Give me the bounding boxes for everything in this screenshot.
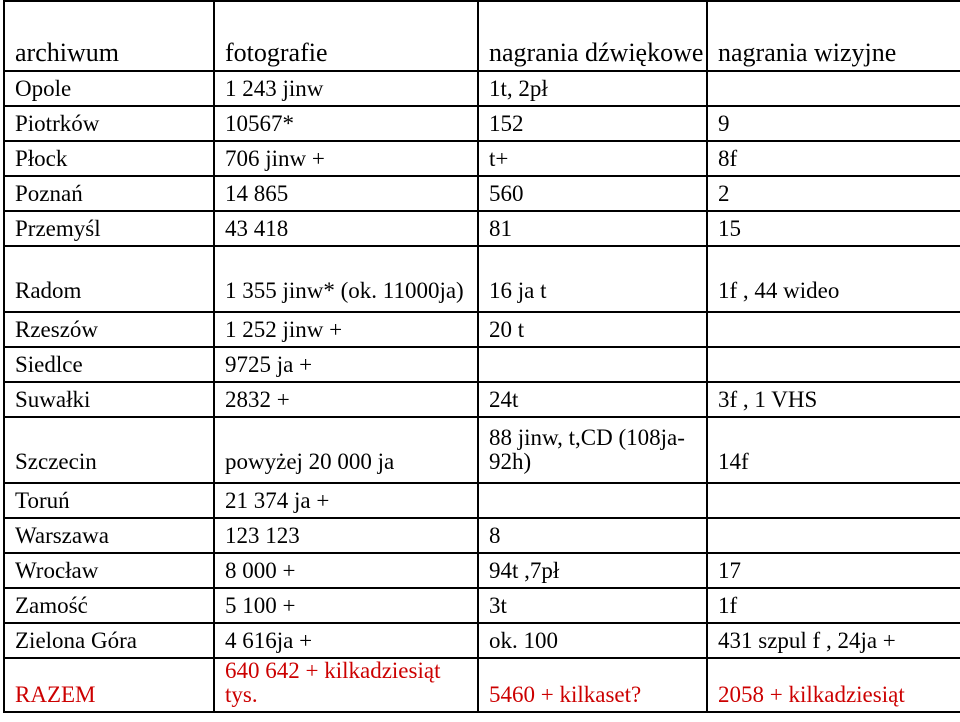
cell-audio — [478, 417, 707, 483]
cell-audio-text: 88 jinw, t,CD (108ja-92h) — [489, 425, 685, 474]
cell-audio: 24t — [478, 382, 707, 417]
cell-archive: Wrocław — [4, 553, 214, 588]
table-row — [4, 141, 960, 176]
cell-video — [707, 71, 960, 106]
cell-audio: t+ — [478, 141, 707, 176]
cell-archive: Płock — [4, 141, 214, 176]
cell-audio: 3t — [478, 588, 707, 623]
total-audio: 5460 + kilkaset? — [478, 658, 707, 712]
cell-archive: Siedlce — [4, 347, 214, 382]
table-row — [4, 347, 960, 382]
cell-audio: 152 — [478, 106, 707, 141]
cell-audio — [478, 347, 707, 382]
cell-photos: 8 000 + — [214, 553, 478, 588]
cell-photos: 9725 ja + — [214, 347, 478, 382]
table-row — [4, 382, 960, 417]
cell-photos: 123 123 — [214, 518, 478, 553]
total-row — [4, 658, 960, 712]
total-photos-text: 640 642 + kilkadziesiąt tys. — [225, 658, 441, 707]
total-video: 2058 + kilkadziesiąt — [707, 658, 960, 712]
cell-audio: 560 — [478, 176, 707, 211]
cell-video — [707, 518, 960, 553]
table-row — [4, 246, 960, 312]
cell-video: 431 szpul f , 24ja + — [707, 623, 960, 658]
cell-archive: Rzeszów — [4, 312, 214, 347]
cell-video: 17 — [707, 553, 960, 588]
header-audio — [478, 1, 707, 71]
cell-video — [707, 483, 960, 518]
table-row — [4, 176, 960, 211]
cell-photos: 1 243 jinw — [214, 71, 478, 106]
cell-photos: 2832 + — [214, 382, 478, 417]
cell-photos: 14 865 — [214, 176, 478, 211]
header-video: nagrania wizyjne — [707, 1, 960, 71]
cell-archive: Poznań — [4, 176, 214, 211]
table-row — [4, 553, 960, 588]
cell-audio — [478, 483, 707, 518]
cell-photos — [214, 246, 478, 312]
table-row — [4, 417, 960, 483]
cell-archive: Szczecin — [4, 417, 214, 483]
cell-audio: ok. 100 — [478, 623, 707, 658]
table-row — [4, 211, 960, 246]
header-photos: fotografie — [214, 1, 478, 71]
total-label: RAZEM — [4, 658, 214, 712]
cell-video: 9 — [707, 106, 960, 141]
cell-photos: 706 jinw + — [214, 141, 478, 176]
cell-audio: 16 ja t — [478, 246, 707, 312]
cell-photos: 10567* — [214, 106, 478, 141]
header-audio-label: nagrania dźwiękowe — [489, 38, 704, 67]
table-row — [4, 518, 960, 553]
cell-audio: 1t, 2pł — [478, 71, 707, 106]
table-row — [4, 623, 960, 658]
cell-archive: Warszawa — [4, 518, 214, 553]
cell-archive: Zielona Góra — [4, 623, 214, 658]
cell-video — [707, 347, 960, 382]
cell-photos: 1 252 jinw + — [214, 312, 478, 347]
cell-audio: 81 — [478, 211, 707, 246]
table-row — [4, 483, 960, 518]
cell-photos-text: 1 355 jinw* (ok. 11000ja) — [225, 278, 464, 303]
cell-archive: Piotrków — [4, 106, 214, 141]
total-photos — [214, 658, 478, 712]
cell-video: 14f — [707, 417, 960, 483]
archive-table — [3, 0, 960, 713]
header-row — [4, 1, 960, 71]
header-archive: archiwum — [4, 1, 214, 71]
cell-audio: 8 — [478, 518, 707, 553]
cell-photos: 21 374 ja + — [214, 483, 478, 518]
cell-video: 15 — [707, 211, 960, 246]
cell-video: 3f , 1 VHS — [707, 382, 960, 417]
cell-photos: 4 616ja + — [214, 623, 478, 658]
cell-archive: Suwałki — [4, 382, 214, 417]
table-row — [4, 71, 960, 106]
cell-audio: 94t ,7pł — [478, 553, 707, 588]
cell-archive: Przemyśl — [4, 211, 214, 246]
table-row — [4, 588, 960, 623]
cell-video: 1f , 44 wideo — [707, 246, 960, 312]
table-row — [4, 312, 960, 347]
cell-photos: 5 100 + — [214, 588, 478, 623]
cell-video: 8f — [707, 141, 960, 176]
cell-video: 2 — [707, 176, 960, 211]
cell-audio: 20 t — [478, 312, 707, 347]
cell-video — [707, 312, 960, 347]
cell-archive: Opole — [4, 71, 214, 106]
cell-archive: Zamość — [4, 588, 214, 623]
cell-photos: 43 418 — [214, 211, 478, 246]
cell-video: 1f — [707, 588, 960, 623]
cell-archive: Radom — [4, 246, 214, 312]
table-row — [4, 106, 960, 141]
cell-photos: powyżej 20 000 ja — [214, 417, 478, 483]
cell-archive: Toruń — [4, 483, 214, 518]
